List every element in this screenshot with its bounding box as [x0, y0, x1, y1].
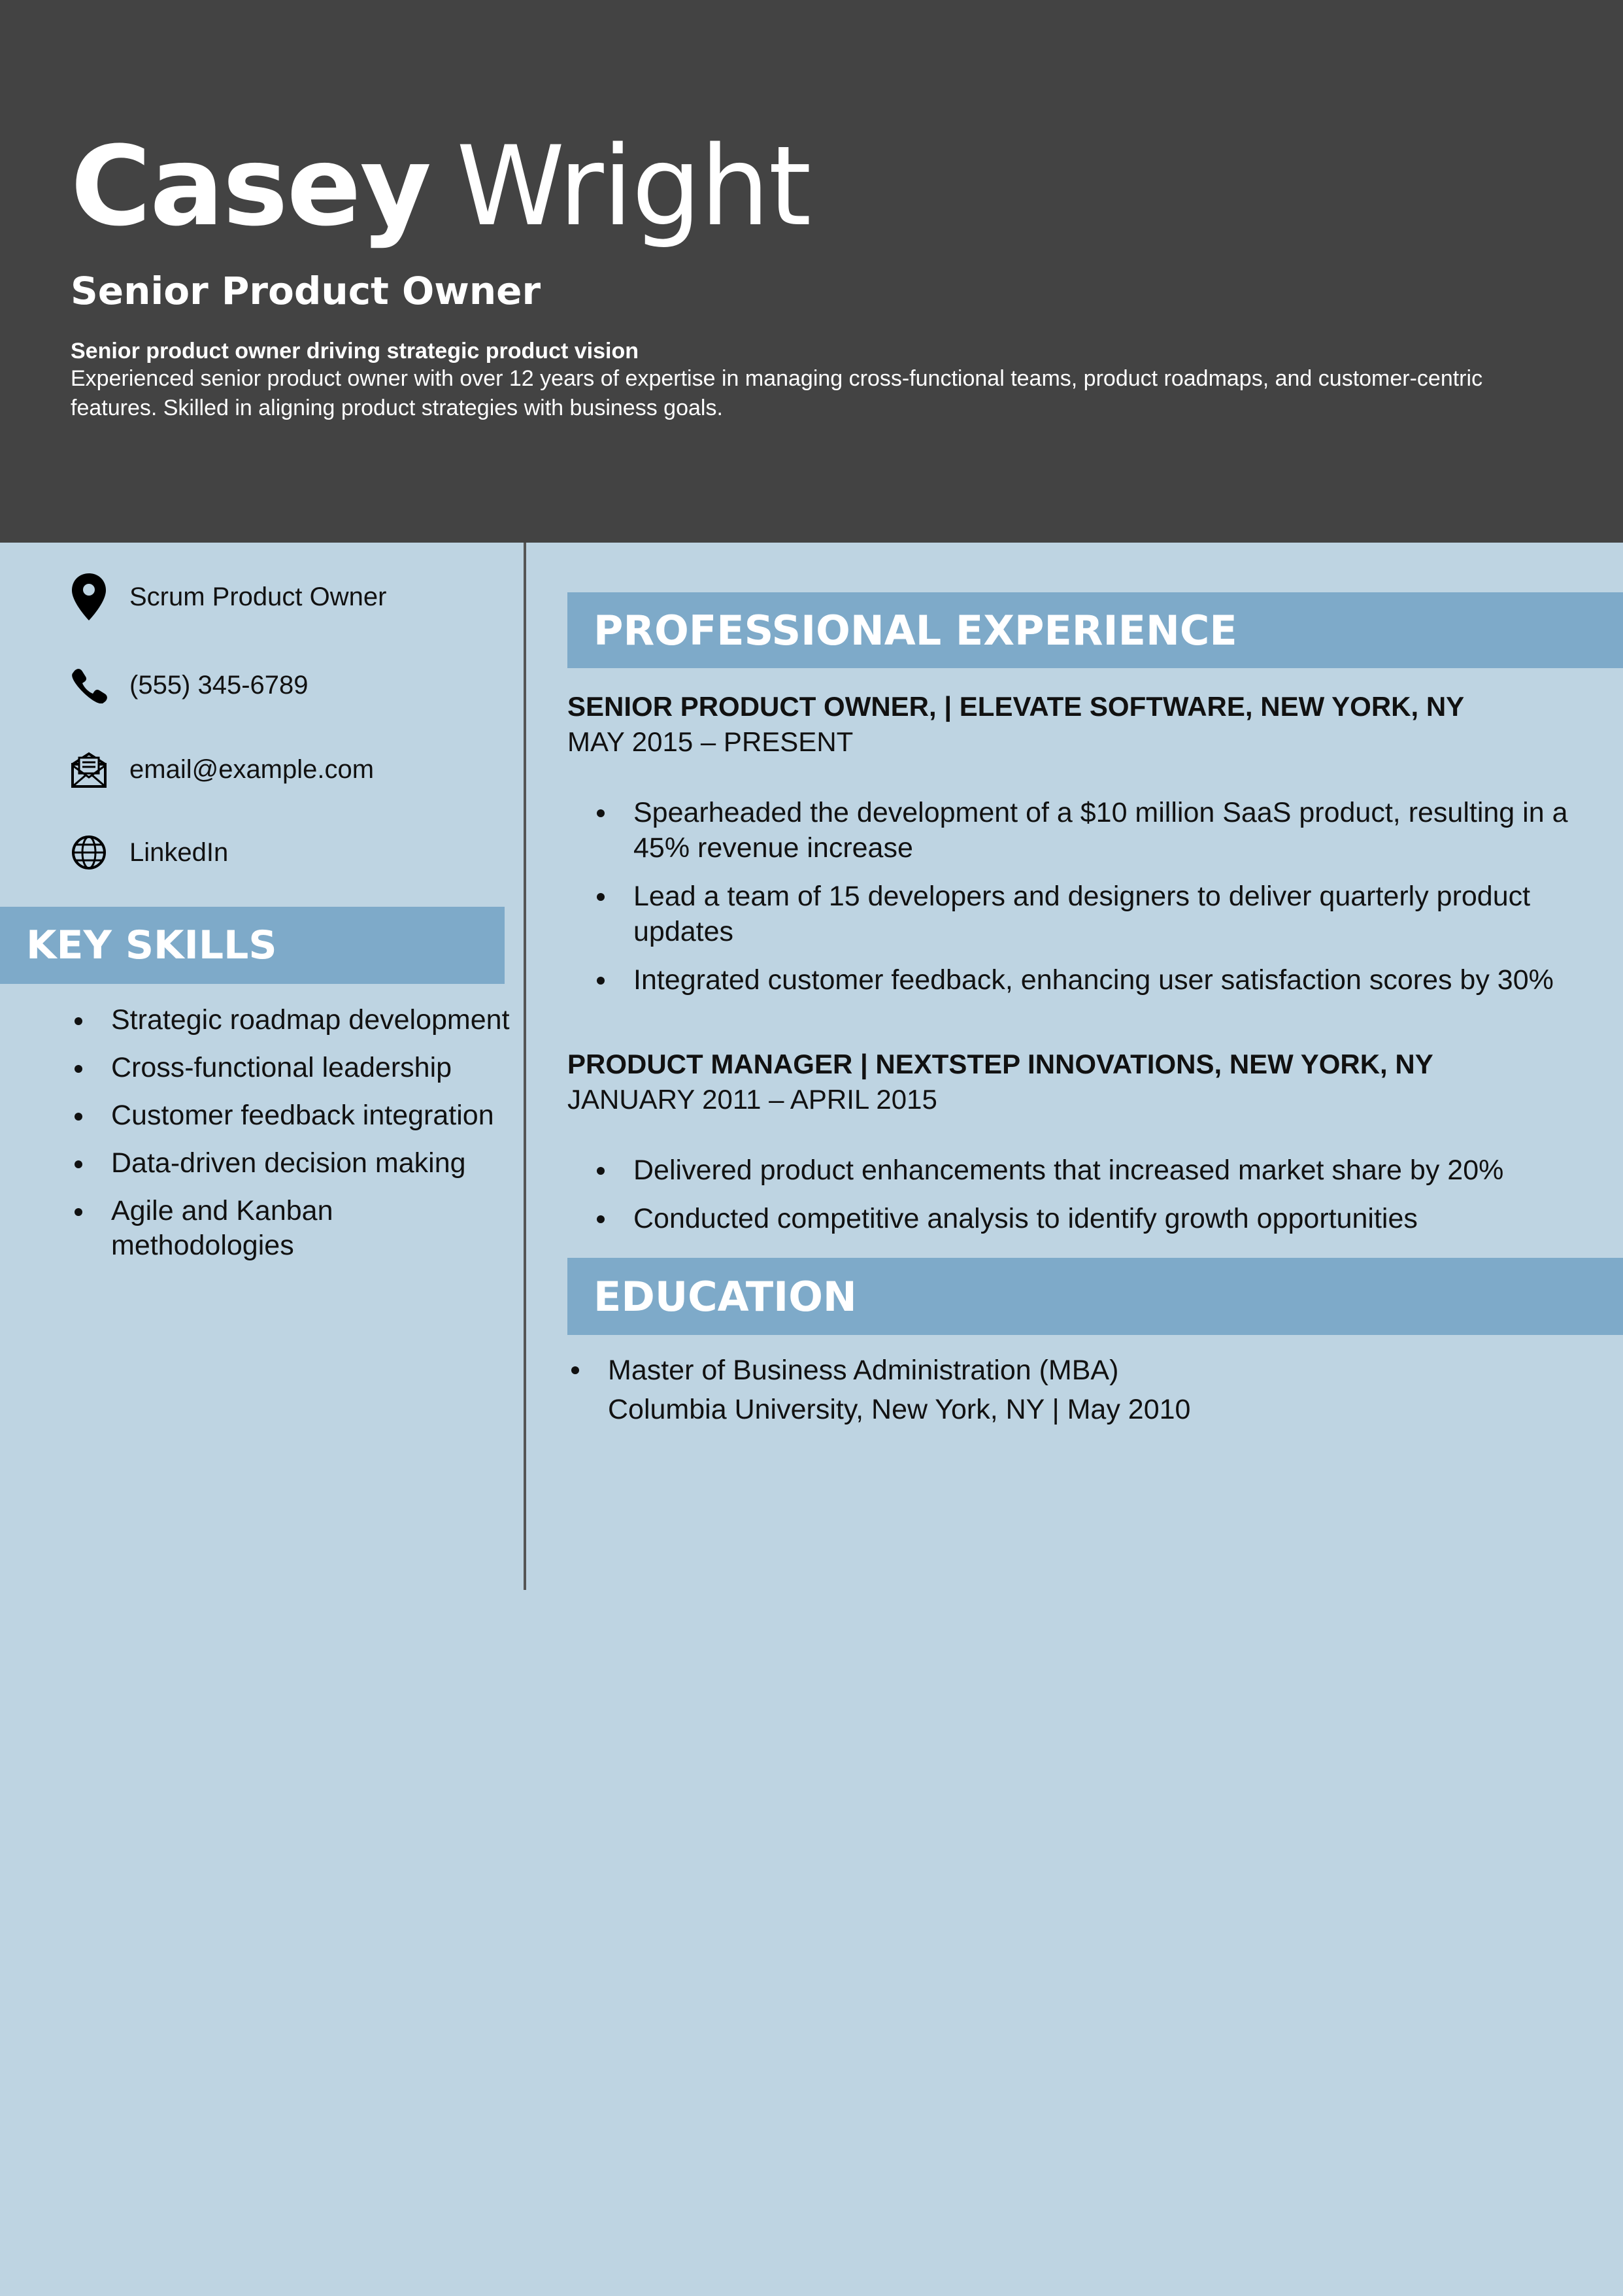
- list-item: Data-driven decision making: [71, 1146, 515, 1181]
- contact-email: [71, 743, 515, 796]
- degree: Master of Business Administration (MBA): [608, 1355, 1119, 1386]
- list-item: Conducted competitive analysis to identify growth opportunities: [567, 1201, 1587, 1236]
- list-item: Agile and Kanban methodologies: [71, 1194, 515, 1263]
- phone-icon: [71, 659, 107, 711]
- experience-heading: PROFESSIONAL EXPERIENCE: [567, 592, 1623, 668]
- key-skills-list: [71, 1003, 515, 1276]
- job-2-bullets: [567, 1153, 1587, 1249]
- contact-linkedin-text[interactable]: LinkedIn: [129, 838, 229, 867]
- list-item: Cross-functional leadership: [71, 1051, 515, 1085]
- column-divider: [524, 543, 526, 1590]
- contact-role-text: Scrum Product Owner: [129, 582, 387, 611]
- job-title: Senior Product Owner: [71, 269, 541, 313]
- list-item: Integrated customer feedback, enhancing user satisfaction scores by 30%: [567, 962, 1587, 998]
- contact-linkedin: [71, 826, 515, 879]
- list-item: Lead a team of 15 developers and designers to deliver quarterly product updates: [567, 879, 1587, 949]
- job-2-title: PRODUCT MANAGER | NEXTSTEP INNOVATIONS, NEW YORK, NY: [567, 1049, 1433, 1079]
- summary-tagline: Senior product owner driving strategic product vision: [71, 339, 639, 363]
- list-item: Customer feedback integration: [71, 1098, 515, 1133]
- job-2-dates: JANUARY 2011 – APRIL 2015: [567, 1084, 937, 1115]
- list-item: Strategic roadmap development: [71, 1003, 515, 1038]
- list-item: Delivered product enhancements that increased market share by 20%: [567, 1153, 1587, 1188]
- candidate-name: [71, 114, 810, 258]
- education-heading: EDUCATION: [567, 1258, 1623, 1335]
- key-skills-heading: KEY SKILLS: [0, 907, 505, 984]
- summary-text: Experienced senior product owner with over 12 years of expertise in managing cross-functional teams, product roadmaps, and customer-centric features. Skilled in aligning product strategies with business goals.: [71, 366, 1483, 420]
- contact-phone-text[interactable]: (555) 345-6789: [129, 671, 309, 700]
- list-item: Spearheaded the development of a $10 million SaaS product, resulting in a 45% revenue increase: [567, 795, 1587, 866]
- last-name: Wright: [456, 122, 811, 250]
- contact-phone: [71, 659, 515, 711]
- school-details: Columbia University, New York, NY | May 2010: [608, 1394, 1191, 1425]
- resume-header: [0, 0, 1623, 543]
- first-name: Casey: [71, 122, 431, 250]
- job-1-dates: MAY 2015 – PRESENT: [567, 726, 854, 757]
- location-pin-icon: [71, 571, 107, 623]
- contact-role: [71, 571, 515, 623]
- job-1-title: SENIOR PRODUCT OWNER, | ELEVATE SOFTWARE, NEW YORK, NY: [567, 691, 1465, 722]
- bullet-dot: [571, 1366, 579, 1374]
- envelope-icon: [71, 743, 107, 796]
- contact-email-text[interactable]: email@example.com: [129, 755, 375, 784]
- job-1-bullets: [567, 795, 1587, 1011]
- globe-icon: [71, 826, 107, 879]
